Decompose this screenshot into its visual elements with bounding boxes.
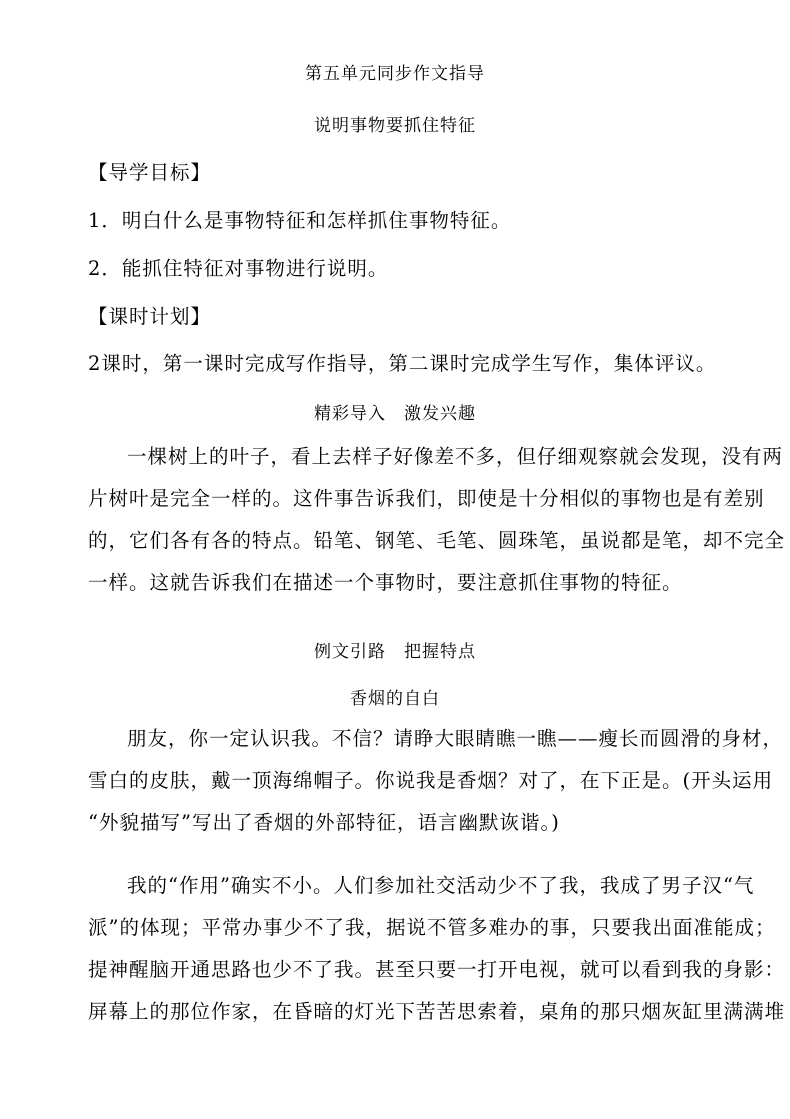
paragraph-line: 派”的体现；平常办事少不了我，据说不管多难办的事，只要我出面准能成； bbox=[88, 916, 776, 939]
goal-item: 2．能抓住特征对事物进行说明。 bbox=[88, 257, 389, 280]
paragraph-line: 朋友，你一定认识我。不信？请睁大眼睛瞧一瞧——瘦长而圆滑的身材， bbox=[127, 727, 784, 750]
paragraph-line: 我的“作用”确实不小。人们参加社交活动少不了我，我成了男子汉“气 bbox=[127, 874, 755, 897]
section-title-intro: 精彩导入 激发兴趣 bbox=[314, 404, 476, 424]
section-title-example: 例文引路 把握特点 bbox=[314, 642, 476, 662]
intro-paragraph bbox=[88, 436, 786, 604]
unit-title: 第五单元同步作文指导 bbox=[305, 64, 485, 84]
paragraph-line: 提神醒脑开通思路也少不了我。甚至只要一打开电视，就可以看到我的身影： bbox=[88, 958, 786, 981]
paragraph-line: 雪白的皮肤，戴一顶海绵帽子。你说我是香烟？对了，在下正是。(开头运用 bbox=[88, 769, 774, 792]
goals-heading: 【导学目标】 bbox=[88, 161, 212, 184]
paragraph-line: 一棵树上的叶子，看上去样子好像差不多，但仔细观察就会发现，没有两 bbox=[127, 445, 784, 468]
paragraph-line: 的，它们各有各的特点。铅笔、钢笔、毛笔、圆珠笔，虽说都是笔，却不完全 bbox=[88, 529, 786, 552]
paragraph-line: 片树叶是完全一样的。这件事告诉我们，即使是十分相似的事物也是有差别 bbox=[88, 487, 765, 510]
lesson-title: 说明事物要抓住特征 bbox=[314, 116, 476, 136]
plan-heading: 【课时计划】 bbox=[88, 305, 212, 328]
plan-text: 2课时，第一课时完成写作指导，第二课时完成学生写作，集体评议。 bbox=[88, 352, 717, 375]
goal-item: 1．明白什么是事物特征和怎样抓住事物特征。 bbox=[88, 209, 512, 232]
example-title: 香烟的自白 bbox=[350, 689, 440, 709]
paragraph-line: 屏幕上的那位作家，在昏暗的灯光下苦苦思索着，桌角的那只烟灰缸里满满堆 bbox=[88, 1000, 786, 1023]
paragraph-line: 一样。这就告诉我们在描述一个事物时，要注意抓住事物的特征。 bbox=[88, 571, 683, 594]
example-paragraph-2 bbox=[88, 865, 786, 1033]
paragraph-line: “外貌描写”写出了香烟的外部特征，语言幽默诙谐。) bbox=[88, 811, 560, 834]
example-paragraph-1 bbox=[88, 718, 784, 844]
